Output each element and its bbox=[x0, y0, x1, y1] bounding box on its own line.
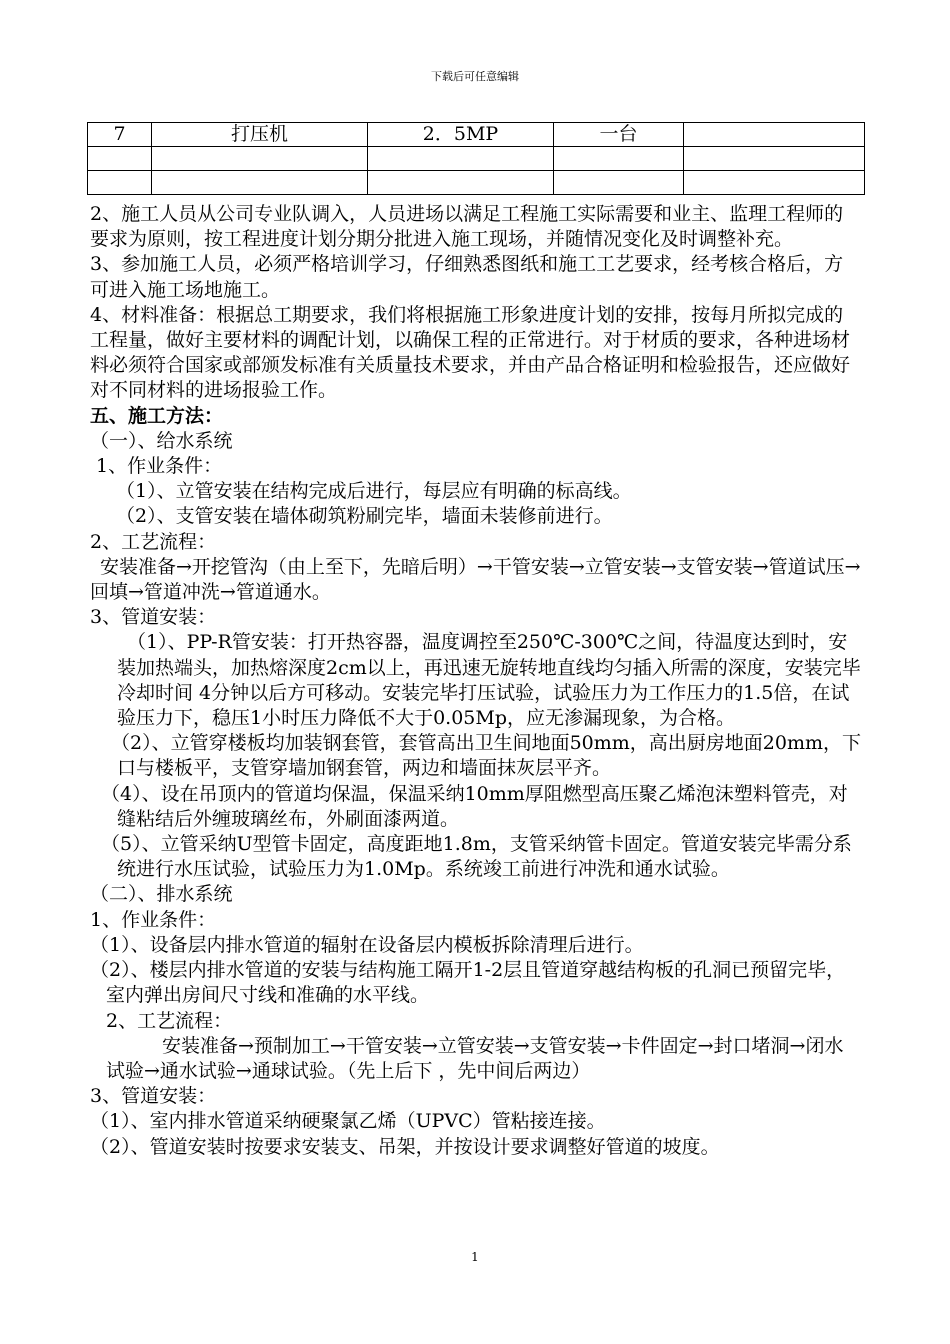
paragraph: 3、参加施工人员，必须严格培训学习，仔细熟悉图纸和施工工艺要求，经考核合格后，方可进入施工场地施工。 bbox=[90, 253, 844, 301]
subsection-heading: （一）、给水系统 bbox=[90, 429, 233, 452]
paragraph: （2）、支管安装在墙体砌筑粉刷完毕，墙面未装修前进行。 bbox=[116, 505, 613, 528]
table-cell: 2．5MP bbox=[368, 123, 554, 147]
paragraph: （2）、楼层内排水管道的安装与结构施工隔开1-2层且管道穿越结构板的孔洞已预留完毕，室内弹出房间尺寸线和准确的水平线。 bbox=[90, 959, 846, 1007]
paragraph: 2、施工人员从公司专业队调入，人员进场以满足工程施工实际需要和业主、监理工程师的要求为原则，按工程进度计划分期分批进入施工现场，并随情况变化及时调整补充。 bbox=[90, 203, 844, 251]
paragraph: 2、工艺流程： bbox=[90, 530, 217, 553]
paragraph: 1、作业条件： bbox=[96, 455, 223, 478]
paragraph: 4、材料准备：根据总工期要求，我们将根据施工形象进度计划的安排，按每月所拟完成的工程量，做好主要材料的调配计划，以确保工程的正常进行。对于材质的要求，各种进场材料必须符合国家或部颁发标准有关质量技术要求，并由产品合格证明和检验报告，还应做好对不同材料的进场报验工作。 bbox=[90, 303, 851, 402]
header-note: 下载后可任意编辑 bbox=[431, 70, 519, 83]
paragraph: （1）、设备层内排水管道的辐射在设备层内模板拆除清理后进行。 bbox=[90, 933, 644, 956]
paragraph: （1）、室内排水管道采纳硬聚氯乙烯（UPVC）管粘接连接。 bbox=[90, 1110, 606, 1133]
paragraph: （2）、管道安装时按要求安装支、吊架，并按设计要求调整好管道的坡度。 bbox=[90, 1135, 720, 1158]
table-cell bbox=[152, 171, 368, 195]
table-cell bbox=[368, 147, 554, 171]
paragraph: 2、工艺流程： bbox=[106, 1009, 233, 1032]
table-row bbox=[88, 123, 865, 147]
table-cell: 一台 bbox=[554, 123, 684, 147]
table-cell: 打压机 bbox=[152, 123, 368, 147]
paragraph: （4）、设在吊顶内的管道均保温，保温采纳10mm厚阻燃型高压聚乙烯泡沫塑料管壳，对缝粘结后外缠玻璃丝布，外刷面漆两道。 bbox=[101, 782, 848, 830]
paragraph: （2）、立管穿楼板均加装钢套管，套管高出卫生间地面50mm，高出厨房地面20mm，下口与楼板平，支管穿墙加钢套管，两边和墙面抹灰层平齐。 bbox=[111, 732, 862, 780]
page-number: 1 bbox=[471, 1250, 479, 1264]
paragraph: （1）、立管安装在结构完成后进行，每层应有明确的标高线。 bbox=[116, 480, 632, 503]
table-cell bbox=[684, 171, 865, 195]
table-cell bbox=[368, 171, 554, 195]
table-cell: 7 bbox=[88, 123, 152, 147]
paragraph: 3、管道安装： bbox=[90, 1085, 217, 1108]
subsection-heading: （二）、排水系统 bbox=[90, 883, 233, 906]
table-cell bbox=[88, 171, 152, 195]
table-cell bbox=[684, 147, 865, 171]
paragraph: 1、作业条件： bbox=[90, 908, 217, 931]
table-row bbox=[88, 147, 865, 171]
paragraph: （5）、立管采纳U型管卡固定，高度距地1.8m，支管采纳管卡固定。管道安装完毕需分系统进行水压试验，试验压力为1.0Mp。系统竣工前进行冲洗和通水试验。 bbox=[101, 833, 852, 881]
table-cell bbox=[152, 147, 368, 171]
table-row bbox=[88, 171, 865, 195]
table-cell bbox=[684, 123, 865, 147]
paragraph: 3、管道安装： bbox=[90, 606, 217, 629]
paragraph: 安装准备→预制加工→干管安装→立管安装→支管安装→卡件固定→封口堵洞→闭水试验→通水试验→通球试验。（先上后下 ，先中间后两边） bbox=[106, 1034, 844, 1082]
document-body bbox=[90, 202, 862, 1160]
section-heading: 五、施工方法： bbox=[90, 404, 224, 427]
table-cell bbox=[88, 147, 152, 171]
table-cell bbox=[554, 171, 684, 195]
table-cell bbox=[554, 147, 684, 171]
paragraph: 安装准备→开挖管沟（由上至下，先暗后明）→干管安装→立管安装→支管安装→管道试压→回填→管道冲洗→管道通水。 bbox=[90, 555, 861, 604]
equipment-table bbox=[87, 122, 865, 195]
paragraph: （1）、PP-R管安装：打开热容器，温度调控至250℃-300℃之间，待温度达到时，安装加热端头，加热熔深度2cm以上，再迅速无旋转地直线均匀插入所需的深度，安装完毕冷却时间 4分钟以后方可移动。安装完毕打压试验，试验压力为工作压力的1.5倍，在试验压力下，稳压1小时压力降低不大于0.05Mp，应无渗漏现象，为合格。 bbox=[117, 631, 861, 730]
